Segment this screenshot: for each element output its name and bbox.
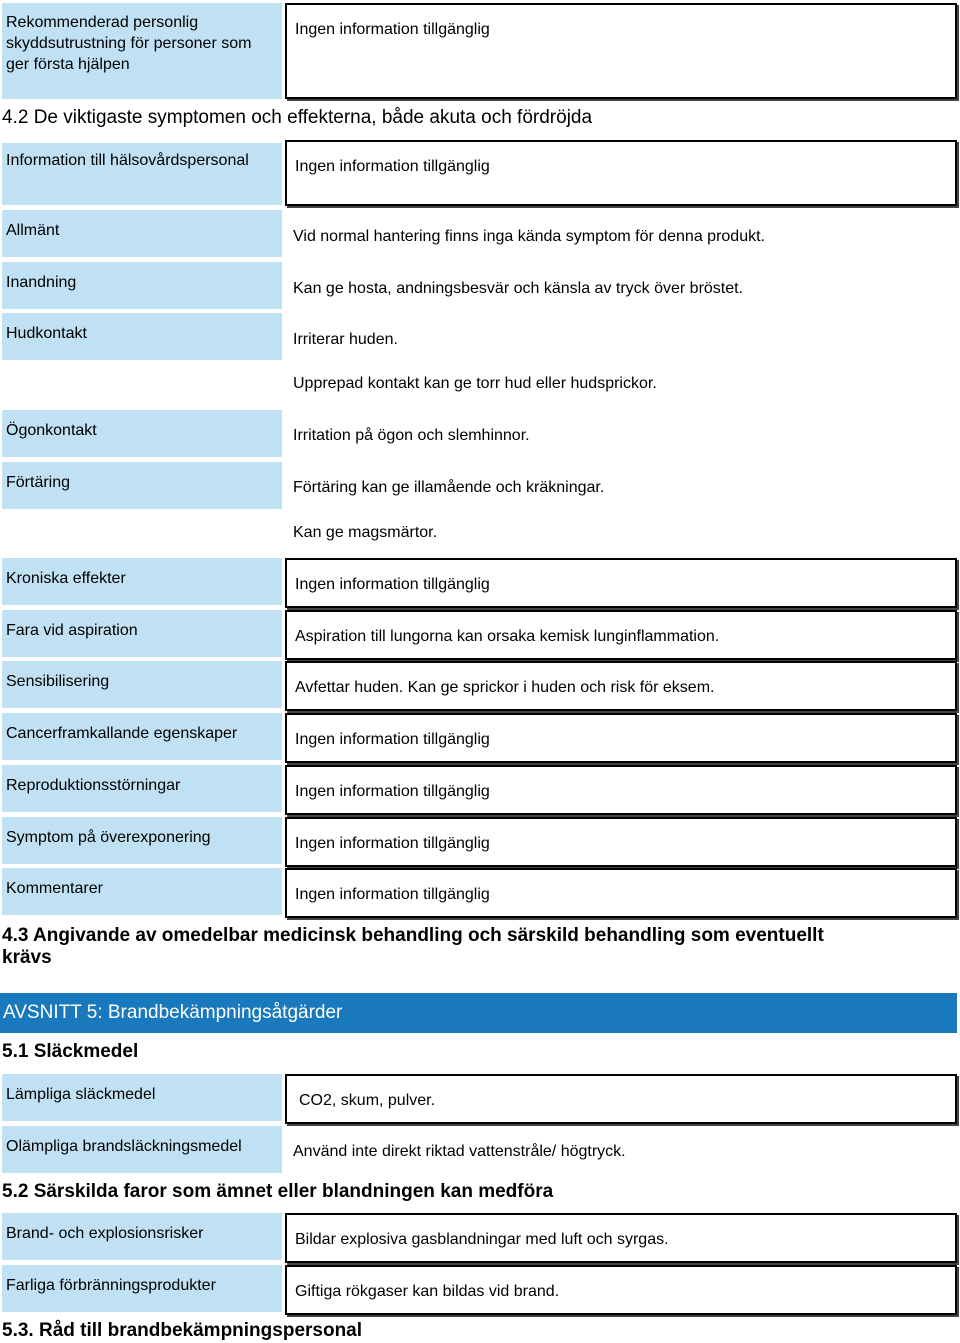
section-5-3-heading: 5.3. Råd till brandbekämpningspersonal	[2, 1320, 363, 1341]
row-value-skin-contact: Irriterar huden.	[293, 331, 398, 348]
row-value-sensitization: Avfettar huden. Kan ge sprickor i huden och risk för eksem.	[285, 661, 957, 711]
row-label-chronic-effects: Kroniska effekter	[2, 558, 282, 605]
row-value-comments: Ingen information tillgänglig	[285, 868, 957, 918]
row-label-sensitization: Sensibilisering	[2, 661, 282, 708]
row-label-combustion-products: Farliga förbränningsprodukter	[2, 1265, 282, 1312]
row-label-suitable-extinguishing: Lämpliga släckmedel	[2, 1074, 282, 1121]
row-value-fire-explosion-risk: Bildar explosiva gasblandningar med luft och syrgas.	[285, 1213, 957, 1263]
row-value-chronic-effects: Ingen information tillgänglig	[285, 558, 957, 608]
row-label-overexposure: Symptom på överexponering	[2, 817, 282, 864]
row-value-health-info: Ingen information tillgänglig	[285, 140, 957, 206]
row-label-eye-contact: Ögonkontakt	[2, 410, 282, 457]
section-4-3-heading: 4.3 Angivande av omedelbar medicinsk behandling och särskild behandling som eventuellt krävs	[2, 925, 824, 968]
row-value-skin-contact-2: Upprepad kontakt kan ge torr hud eller hudsprickor.	[293, 375, 657, 392]
row-value-carcinogenicity: Ingen information tillgänglig	[285, 713, 957, 763]
ppe-first-aid-label: Rekommenderad personlig skyddsutrustning för personer som ger första hjälpen	[2, 3, 282, 99]
section-5-1-heading: 5.1 Släckmedel	[2, 1041, 139, 1062]
row-value-combustion-products: Giftiga rökgaser kan bildas vid brand.	[285, 1265, 957, 1315]
ppe-first-aid-value: Ingen information tillgänglig	[285, 3, 957, 99]
row-value-inhalation: Kan ge hosta, andningsbesvär och känsla av tryck över bröstet.	[293, 280, 744, 297]
row-label-comments: Kommentarer	[2, 868, 282, 915]
section-5-2-heading: 5.2 Särskilda faror som ämnet eller blandningen kan medföra	[2, 1181, 554, 1202]
section-5-banner: AVSNITT 5: Brandbekämpningsåtgärder	[0, 993, 957, 1033]
row-label-health-info: Information till hälsovårdspersonal	[2, 143, 282, 205]
row-value-aspiration: Aspiration till lungorna kan orsaka kemisk lunginflammation.	[285, 610, 957, 660]
row-value-unsuitable-extinguishing: Använd inte direkt riktad vattenstråle/ högtryck.	[293, 1143, 626, 1160]
row-label-reproductive: Reproduktionsstörningar	[2, 765, 282, 812]
row-label-carcinogenicity: Cancerframkallande egenskaper	[2, 713, 282, 760]
row-value-eye-contact: Irritation på ögon och slemhinnor.	[293, 427, 530, 444]
section-4-2-heading: 4.2 De viktigaste symptomen och effekterna, både akuta och fördröjda	[2, 107, 593, 128]
row-value-overexposure: Ingen information tillgänglig	[285, 817, 957, 867]
row-value-suitable-extinguishing: CO2, skum, pulver.	[285, 1074, 957, 1124]
row-value-reproductive: Ingen information tillgänglig	[285, 765, 957, 815]
row-label-general: Allmänt	[2, 210, 282, 257]
row-label-unsuitable-extinguishing: Olämpliga brandsläckningsmedel	[2, 1126, 282, 1173]
row-label-fire-explosion-risk: Brand- och explosionsrisker	[2, 1213, 282, 1260]
row-value-ingestion: Förtäring kan ge illamående och kräkningar.	[293, 479, 605, 496]
row-value-ingestion-2: Kan ge magsmärtor.	[293, 524, 438, 541]
row-label-ingestion: Förtäring	[2, 462, 282, 509]
row-label-skin-contact: Hudkontakt	[2, 313, 282, 360]
row-label-aspiration: Fara vid aspiration	[2, 610, 282, 657]
row-label-inhalation: Inandning	[2, 262, 282, 309]
row-value-general: Vid normal hantering finns inga kända symptom för denna produkt.	[293, 228, 765, 245]
